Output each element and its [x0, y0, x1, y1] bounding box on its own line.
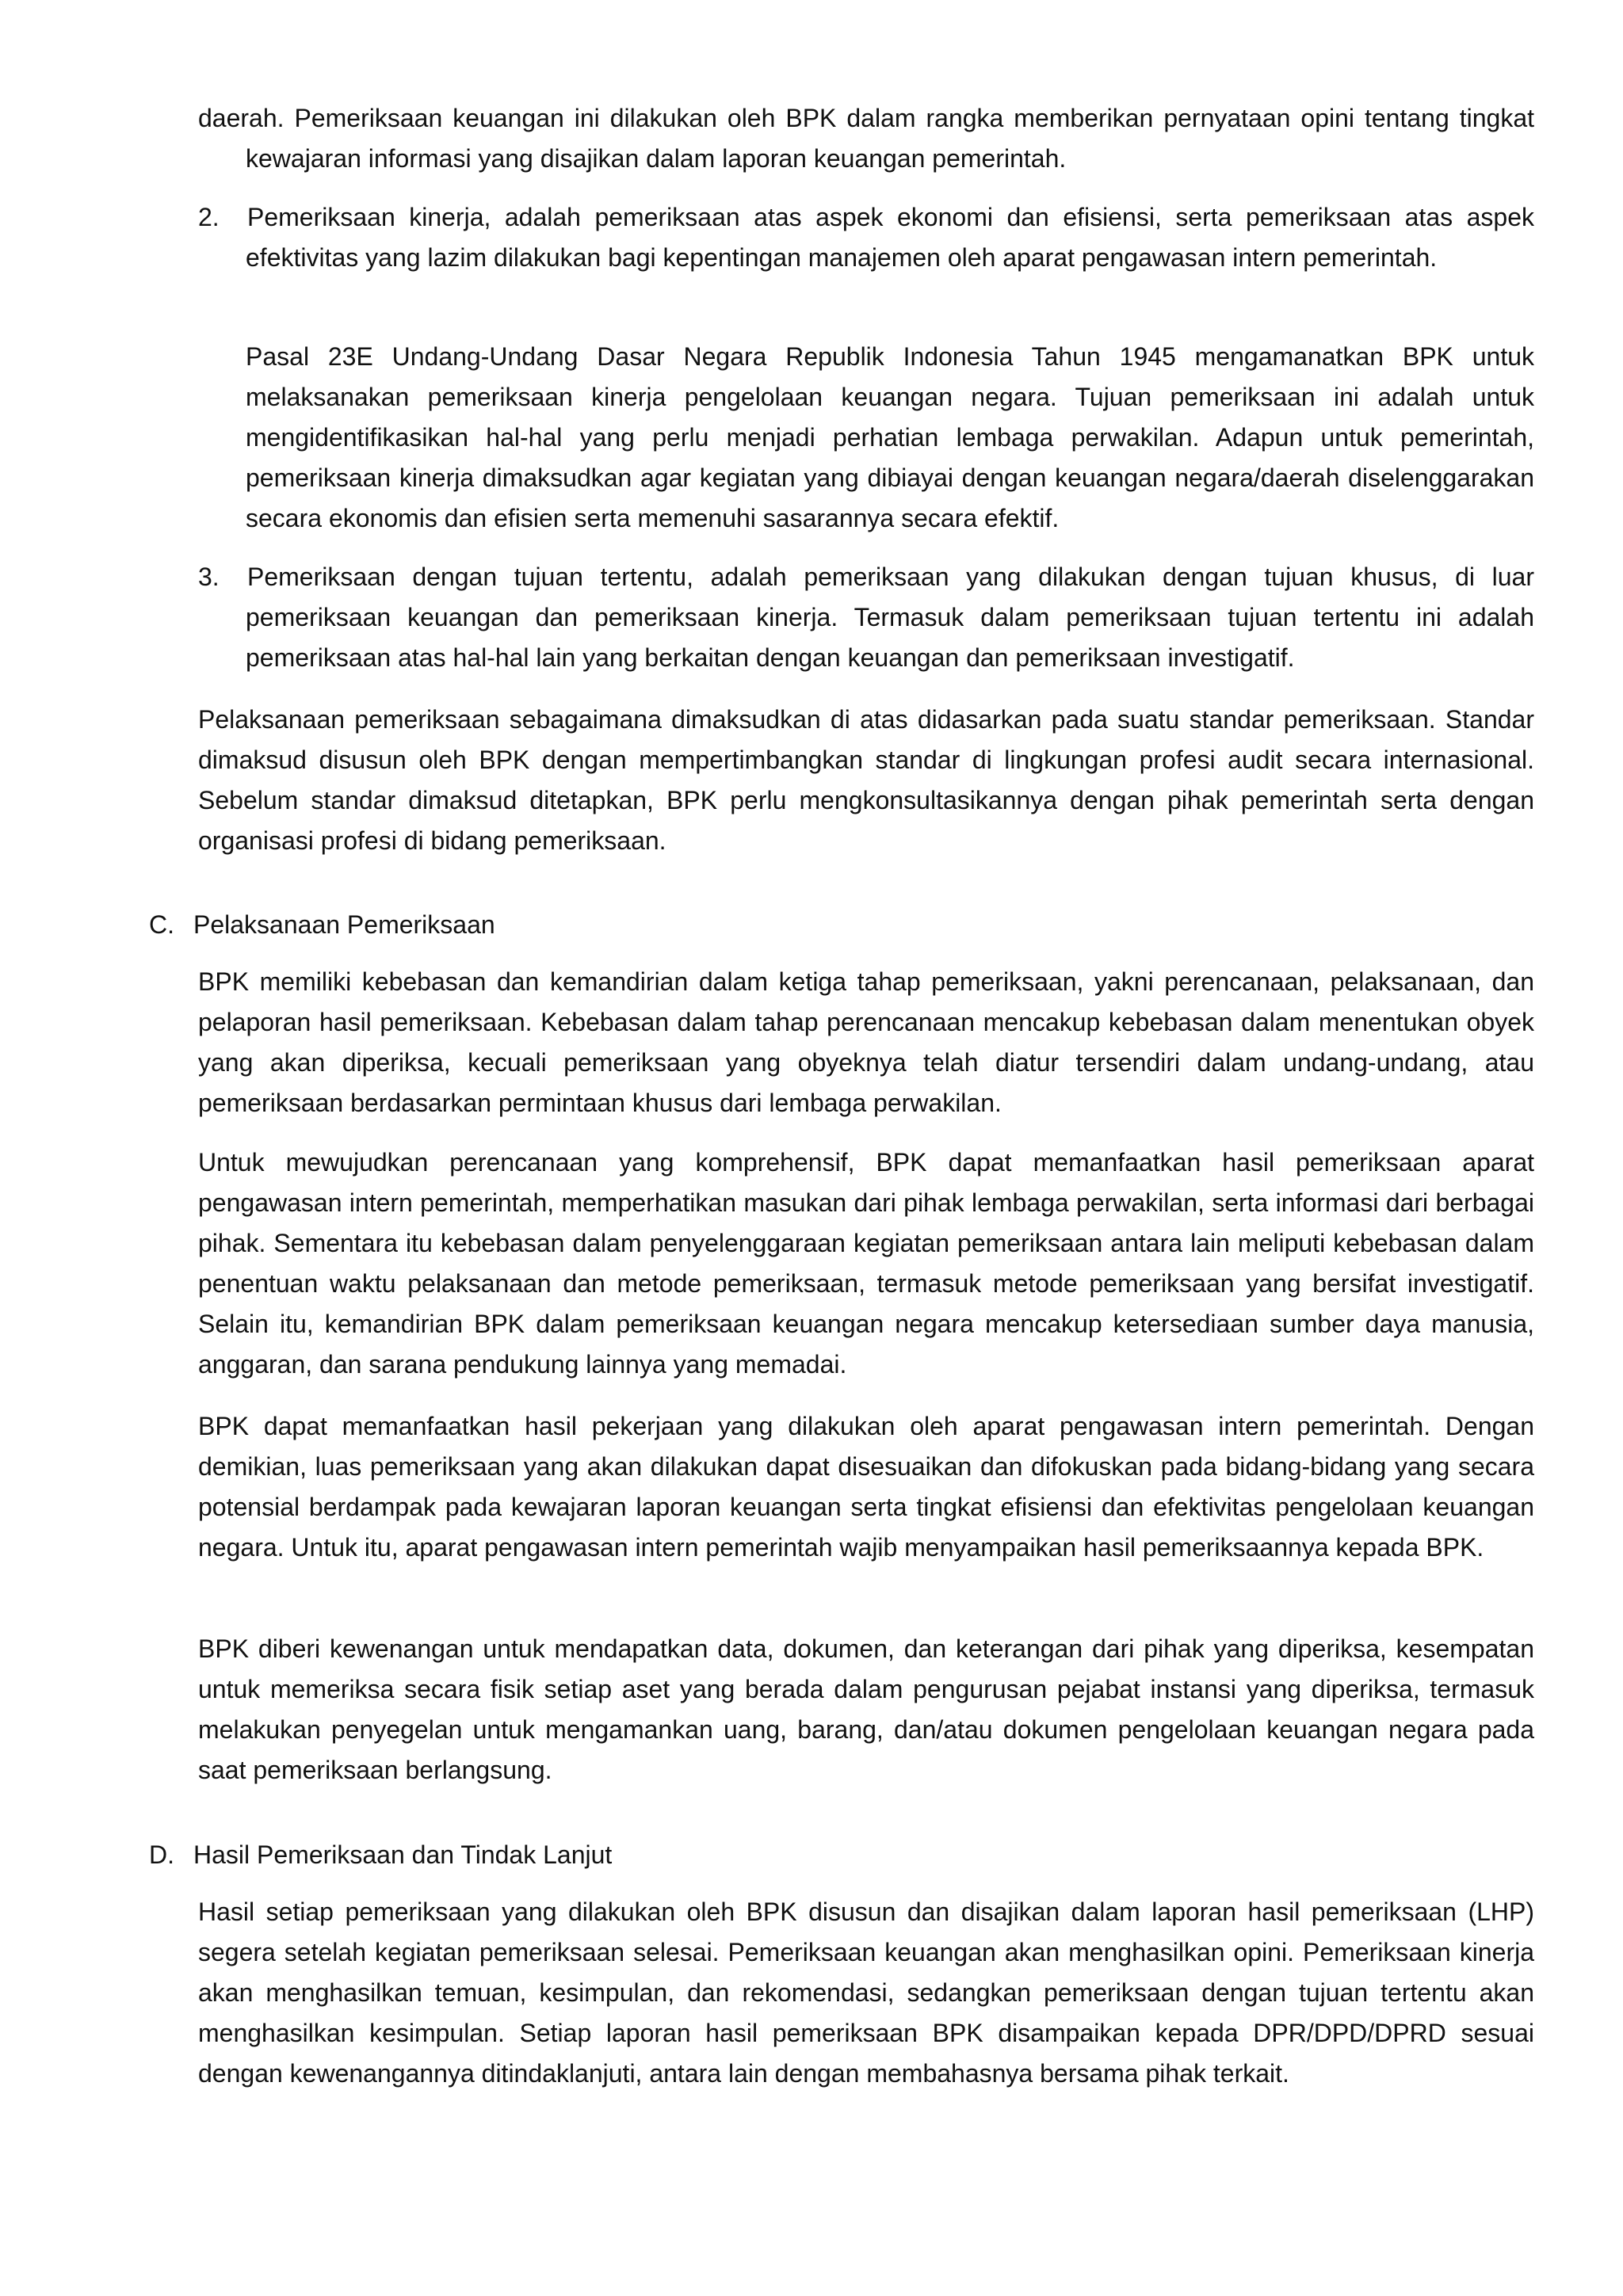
- section-c-paragraph: Untuk mewujudkan perencanaan yang komprehensif, BPK dapat memanfaatkan hasil pemeriksaan aparat pengawasan intern pemerintah, memperhatikan masukan dari pihak lembaga perwakilan, serta informasi dari berbagai pihak. Sementara itu kebebasan dalam penyelenggaraan kegiatan pemeriksaan antara lain meliputi kebebasan dalam penentuan waktu pelaksanaan dan metode pemeriksaan, termasuk metode pemeriksaan yang bersifat investigatif. Selain itu, kemandirian BPK dalam pemeriksaan keuangan negara mencakup ketersediaan sumber daya manusia, anggaran, dan sarana pendukung lainnya yang memadai.: [198, 1148, 1534, 1379]
- section-d-heading: [149, 1835, 1496, 1875]
- list-continuation-paragraph: [198, 98, 1534, 179]
- list-item-2-sub-paragraph: Pasal 23E Undang-Undang Dasar Negara Republik Indonesia Tahun 1945 mengamanatkan BPK untuk melaksanakan pemeriksaan kinerja pengelolaan keuangan negara. Tujuan pemeriksaan ini adalah untuk mengidentifikasikan hal-hal yang perlu menjadi perhatian lembaga perwakilan. Adapun untuk pemerintah, pemeriksaan kinerja dimaksudkan agar kegiatan yang dibiayai dengan keuangan negara/daerah diselenggarakan secara ekonomis dan efisien serta memenuhi sasarannya secara efektif.: [246, 342, 1534, 532]
- section-c-heading: [149, 905, 1496, 945]
- list-continuation-text: daerah. Pemeriksaan keuangan ini dilakukan oleh BPK dalam rangka memberikan pernyataan opini tentang tingkat kewajaran informasi yang disajikan dalam laporan keuangan pemerintah.: [198, 104, 1534, 173]
- section-c-paragraph: BPK diberi kewenangan untuk mendapatkan data, dokumen, dan keterangan dari pihak yang diperiksa, kesempatan untuk memeriksa secara fisik setiap aset yang berada dalam pengurusan pejabat instansi yang diperiksa, termasuk melakukan penyegelan untuk mengamankan uang, barang, dan/atau dokumen pengelolaan keuangan negara pada saat pemeriksaan berlangsung.: [198, 1634, 1534, 1784]
- section-c-paragraph: BPK memiliki kebebasan dan kemandirian dalam ketiga tahap pemeriksaan, yakni perencanaan, pelaksanaan, dan pelaporan hasil pemeriksaan. Kebebasan dalam tahap perencanaan mencakup kebebasan dalam menentukan obyek yang akan diperiksa, kecuali pemeriksaan yang obyeknya telah diatur tersendiri dalam undang-undang, atau pemeriksaan berdasarkan permintaan khusus dari lembaga perwakilan.: [198, 967, 1534, 1117]
- section-c-paragraph: BPK dapat memanfaatkan hasil pekerjaan yang dilakukan oleh aparat pengawasan intern pemerintah. Dengan demikian, luas pemeriksaan yang akan dilakukan dapat disesuaikan dan difokuskan pada bidang-bidang yang secara potensial berdampak pada kewajaran laporan keuangan serta tingkat efisiensi dan efektivitas pengelolaan keuangan negara. Untuk itu, aparat pengawasan intern pemerintah wajib menyampaikan hasil pemeriksaannya kepada BPK.: [198, 1412, 1534, 1562]
- list-item-3-text: Pemeriksaan dengan tujuan tertentu, adalah pemeriksaan yang dilakukan dengan tujuan khusus, di luar pemeriksaan keuangan dan pemeriksaan kinerja. Termasuk dalam pemeriksaan tujuan tertentu ini adalah pemeriksaan atas hal-hal lain yang berkaitan dengan keuangan dan pemeriksaan investigatif.: [246, 563, 1534, 672]
- section-d-letter: D.: [149, 1840, 174, 1869]
- section-c-letter: C.: [149, 910, 174, 939]
- list-item-2-number: 2.: [198, 203, 220, 231]
- list-item-3-number: 3.: [198, 563, 220, 591]
- section-d-paragraph: Hasil setiap pemeriksaan yang dilakukan oleh BPK disusun dan disajikan dalam laporan hasil pemeriksaan (LHP) segera setelah kegiatan pemeriksaan selesai. Pemeriksaan keuangan akan menghasilkan opini. Pemeriksaan kinerja akan menghasilkan temuan, kesimpulan, dan rekomendasi, sedangkan pemeriksaan dengan tujuan tertentu akan menghasilkan kesimpulan. Setiap laporan hasil pemeriksaan BPK disampaikan kepada DPR/DPD/DPRD sesuai dengan kewenangannya ditindaklanjuti, antara lain dengan membahasnya bersama pihak terkait.: [198, 1897, 1534, 2088]
- standards-paragraph: Pelaksanaan pemeriksaan sebagaimana dimaksudkan di atas didasarkan pada suatu standar pemeriksaan. Standar dimaksud disusun oleh BPK dengan mempertimbangkan standar di lingkungan profesi audit secara internasional. Sebelum standar dimaksud ditetapkan, BPK perlu mengkonsultasikannya dengan pihak pemerintah serta dengan organisasi profesi di bidang pemeriksaan.: [198, 705, 1534, 855]
- section-c-title: Pelaksanaan Pemeriksaan: [193, 910, 495, 939]
- list-item-3: [198, 557, 1534, 678]
- list-item-2: [198, 197, 1534, 278]
- section-d-title: Hasil Pemeriksaan dan Tindak Lanjut: [193, 1840, 613, 1869]
- list-item-2-text: Pemeriksaan kinerja, adalah pemeriksaan atas aspek ekonomi dan efisiensi, serta pemeriksaan atas aspek efektivitas yang lazim dilakukan bagi kepentingan manajemen oleh aparat pengawasan intern pemerintah.: [246, 203, 1534, 272]
